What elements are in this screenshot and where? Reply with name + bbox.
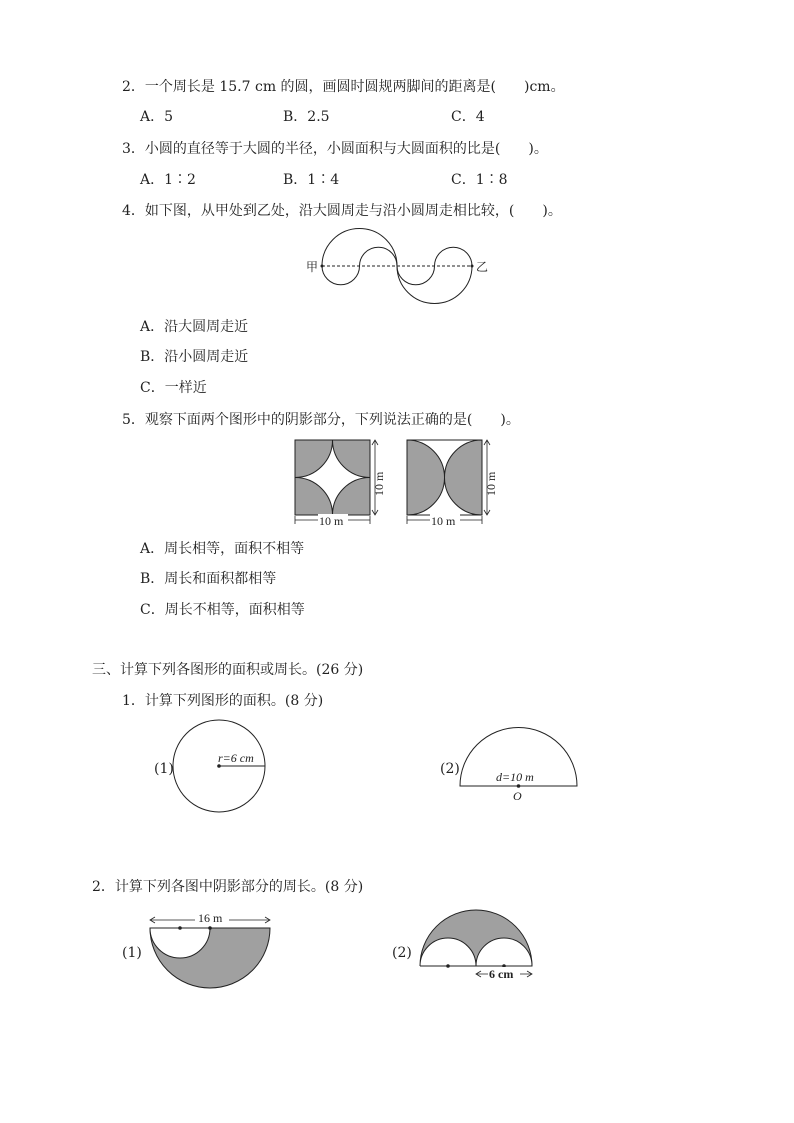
q2-option-b[interactable]: B．2.5 [283,109,330,125]
perimeter-figure-2 [414,903,539,998]
q5-option-b[interactable]: B．周长和面积都相等 [140,571,277,587]
area-fig1-label: r=6 cm [218,751,254,765]
section3-sub1-title: 1．计算下列图形的面积。(8 分) [122,693,324,709]
q5-option-a[interactable]: A．周长相等，面积不相等 [140,541,305,557]
q5-option-c[interactable]: C．周长不相等，面积相等 [140,602,305,618]
q5-figure-1 [290,435,390,530]
q5-stem: 5．观察下面两个图形中的阴影部分，下列说法正确的是( )。 [122,412,520,428]
section3-sub2-title: 2．计算下列各图中阴影部分的周长。(8 分) [92,879,364,895]
q4-end-label: 乙 [476,260,489,274]
area-fig2-center-label: O [513,789,522,803]
section3-heading: 三、计算下列各图形的面积或周长。(26 分) [92,662,364,678]
area-figure-semicircle [455,725,585,805]
area-fig2-number: (2) [440,761,460,777]
q2-stem: 2．一个周长是 15.7 cm 的圆，画圆时圆规两脚间的距离是( )cm。 [122,79,565,95]
perimeter-fig1-number: (1) [122,945,142,961]
q4-path-figure [300,225,500,300]
q4-option-b[interactable]: B．沿小圆周走近 [140,349,249,365]
perimeter-fig2-number: (2) [392,945,412,961]
q5-fig2-width-label: 10 m [431,514,456,528]
q5-fig2-height-label: 10 m [484,471,498,496]
perimeter-fig2-label: 6 cm [489,967,514,981]
q4-option-a[interactable]: A．沿大圆周走近 [140,319,249,335]
area-fig2-label: d=10 m [496,770,534,784]
q3-option-a[interactable]: A．1∶2 [140,172,196,188]
area-figure-circle [170,717,270,817]
perimeter-figure-1 [145,907,275,992]
q4-option-c[interactable]: C．一样近 [140,380,207,396]
q2-option-a[interactable]: A．5 [140,109,174,125]
q5-figure-2 [402,435,502,530]
q3-option-c[interactable]: C．1∶8 [451,172,508,188]
q3-stem: 3．小圆的直径等于大圆的半径，小圆面积与大圆面积的比是( )。 [122,141,548,157]
area-fig1-number: (1) [154,761,174,777]
q2-option-c[interactable]: C．4 [451,109,485,125]
q5-fig1-width-label: 10 m [319,514,344,528]
perimeter-fig1-label: 16 m [198,911,223,925]
q4-start-label: 甲 [306,260,319,274]
q3-option-b[interactable]: B．1∶4 [283,172,340,188]
q5-fig1-height-label: 10 m [372,471,386,496]
q4-stem: 4．如下图，从甲处到乙处，沿大圆周走与沿小圆周走相比较，( )。 [122,203,562,219]
